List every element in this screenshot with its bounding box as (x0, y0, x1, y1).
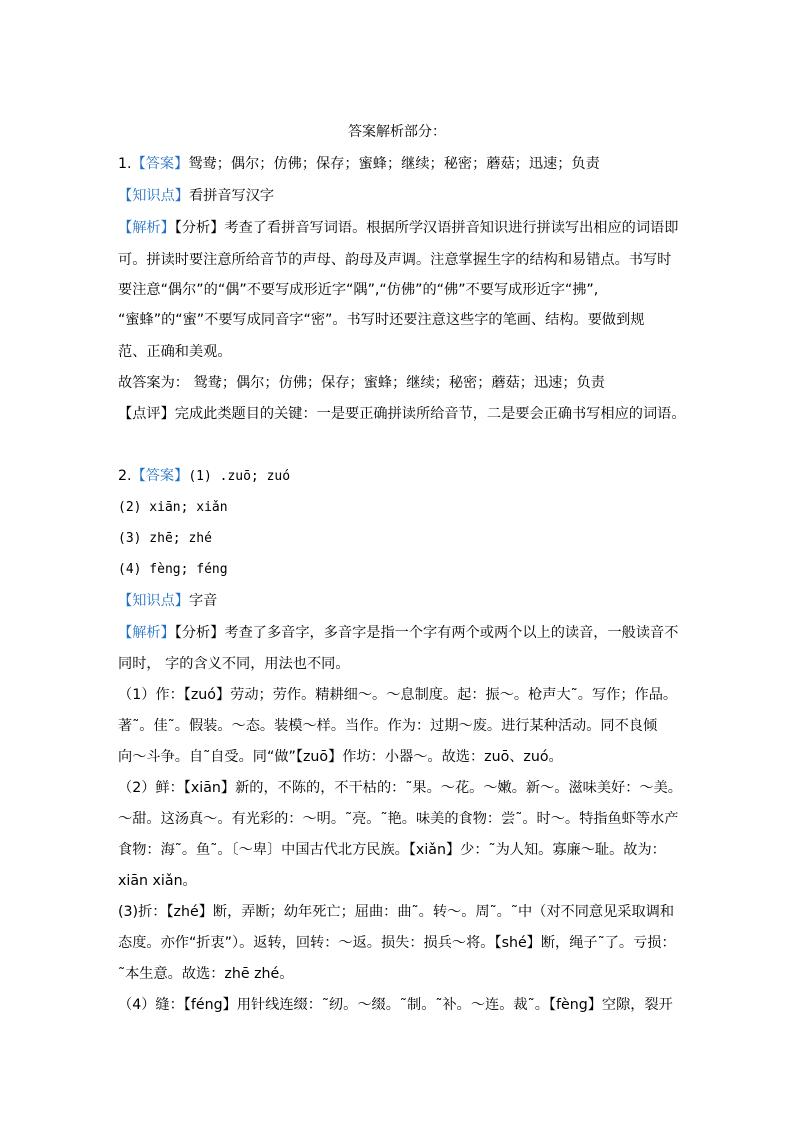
q1-answer-text: 鸳鸯；偶尔；仿佛；保存；蜜蜂；继续；秘密；蘑菇；迅速；负责 (188, 156, 600, 172)
q2-analysis-line-12: ˜本生意。故选：zhē zhé。 (118, 966, 294, 982)
q2-analysis-line-9: xiān xiǎn。 (118, 873, 197, 889)
q2-analysis-line-6: （2）鲜：【xiān】新的，不陈的，不干枯的：˜果。～花。～嫩。新～。滋味美好：～美。 (118, 780, 682, 796)
q2-answer-line (118, 467, 290, 486)
q1-analysis-line-2: 可。拼读时要注意所给音节的声母、韵母及声调。注意掌握生字的结构和易错点。书写时 (118, 252, 672, 268)
q1-analysis-line-5: 范、正确和美观。 (118, 344, 232, 360)
q1-number: 1. (118, 156, 132, 172)
q2-analysis-line-5: 向～斗争。自˜自受。同“做”【zuō】作坊：小器～。故选：zuō、zuó。 (118, 749, 563, 765)
q2-analysis-line-3: （1）作：【zuó】劳动；劳作。精耕细～。～息制度。起：振～。枪声大˜。写作；作品。 (118, 687, 678, 703)
q1-answer-line (118, 155, 600, 173)
q2-analysis-line-1 (118, 624, 678, 642)
q1-knowledge-line (118, 187, 274, 205)
q2-analysis-text: 【分析】考查了多音字，多音字是指一个字有两个或两个以上的读音，一般读音不 (174, 625, 679, 641)
q2-analysis-line-10: (3)折：【zhé】断，弄断；幼年死亡；屈曲：曲˜。转～。周˜。˜中（对不同意见采取调和 (118, 904, 675, 920)
page-title: 答案解析部分： (348, 124, 446, 140)
q2-answer-1: (1) .zuō; zuó (188, 469, 291, 484)
q1-knowledge-text: 看拼音写汉字 (188, 188, 275, 204)
q1-analysis-line-4: “蜜蜂”的“蜜”不要写成同音字“密”。书写时还要注意这些字的笔画、结构。要做到规 (118, 312, 645, 328)
q2-answer-2: (2) xiān; xiǎn (118, 500, 228, 515)
q1-knowledge-tag: 【知识点】 (118, 188, 189, 204)
q1-final-answer: 故答案为： 鸳鸯；偶尔；仿佛；保存；蜜蜂；继续；秘密；蘑菇；迅速；负责 (118, 375, 605, 391)
q2-analysis-line-8: 食物：海˜。鱼˜。〔～卑〕中国古代北方民族。【xiǎn】少：˜为人知。寡廉～耻。故为： (118, 842, 666, 858)
q1-analysis-tag: 【解析】 (118, 220, 175, 236)
q2-analysis-line-7: ～甜。这汤真～。有光彩的：～明。˜亮。˜艳。味美的食物：尝˜。时～。特指鱼虾等水产 (118, 811, 679, 827)
q1-analysis-line-1 (118, 219, 678, 237)
q2-number: 2. (118, 468, 132, 484)
q2-answer-tag: 【答案】 (131, 468, 189, 484)
q1-comment: 【点评】完成此类题目的关键：一是要正确拼读所给音节，二是要会正确书写相应的词语。 (118, 406, 686, 422)
q1-analysis-line-3: 要注意“偶尔”的“偶”不要写成形近字“隅”,“仿佛”的“佛”不要写成形近字“拂”, (118, 282, 599, 298)
q1-answer-tag: 【答案】 (131, 156, 189, 172)
q1-analysis-text: 【分析】考查了看拼音写词语。根据所学汉语拼音知识进行拼读写出相应的词语即 (174, 220, 679, 236)
q2-knowledge-tag: 【知识点】 (118, 593, 189, 609)
q2-answer-3: (3) zhē; zhé (118, 531, 212, 546)
q2-knowledge-text: 字音 (188, 593, 218, 609)
q2-analysis-tag: 【解析】 (118, 625, 175, 641)
q2-analysis-line-2: 同时， 字的含义不同，用法也不同。 (118, 656, 350, 672)
q2-analysis-line-4: 著˜。佳˜。假装。～态。装模～样。当作。作为：过期～废。进行某种活动。同不良倾 (118, 718, 658, 734)
q2-answer-4: (4) fèng; féng (118, 562, 228, 577)
q2-knowledge-line (118, 592, 217, 610)
q2-analysis-line-13: （4）缝：【féng】用针线连缀：˜纫。～缀。˜制。˜补。～连。裁˜。【fèng】空隙，裂开 (118, 997, 673, 1013)
q2-analysis-line-11: 态度。亦作“折衷”）。返转，回转：～返。损失：损兵～将。【shé】断，绳子˜了。亏损： (118, 935, 676, 951)
